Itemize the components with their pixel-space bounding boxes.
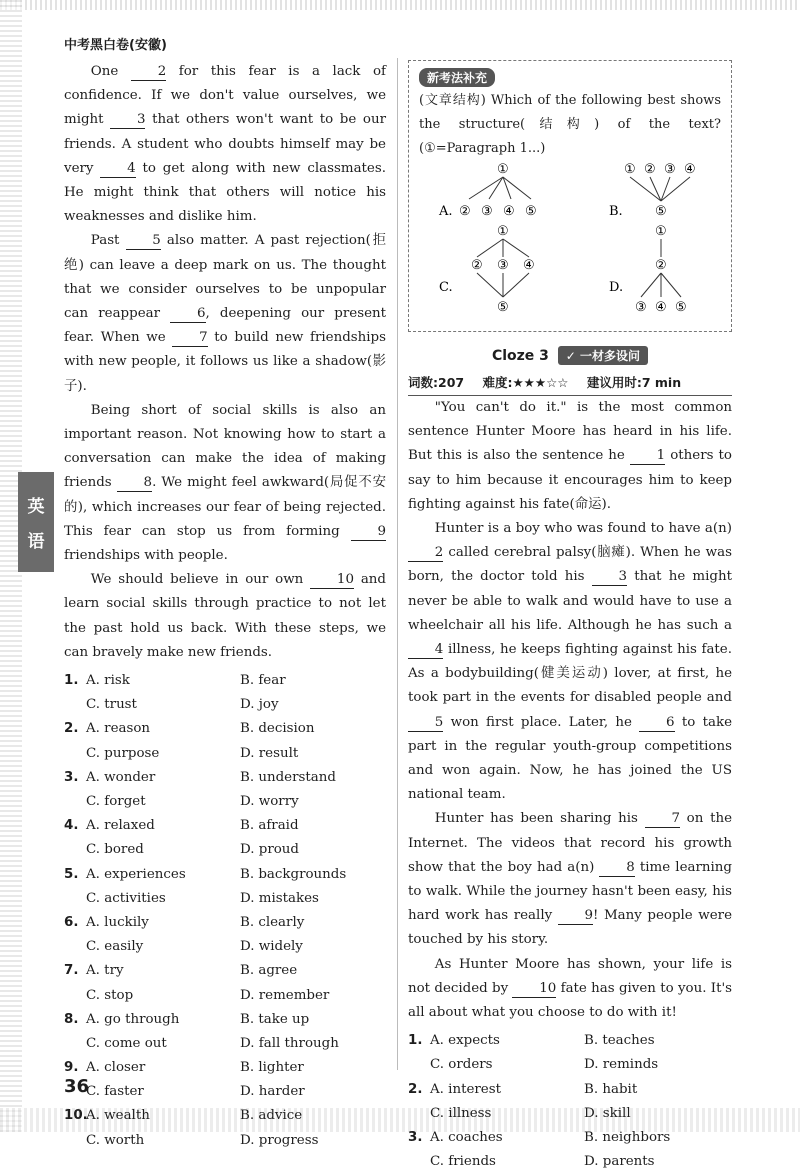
blank-3[interactable]: 3 [592, 569, 627, 586]
blank-4[interactable]: 4 [100, 161, 135, 178]
option-d[interactable]: D. reminds [584, 1057, 659, 1073]
blank-7[interactable]: 7 [645, 811, 680, 828]
option-b[interactable]: B. take up [240, 1011, 310, 1027]
option-b[interactable]: B. understand [240, 769, 336, 785]
left-question-2-row-2 [64, 742, 386, 766]
question-number: 3. [408, 1130, 423, 1146]
option-d[interactable]: D. fall through [240, 1035, 339, 1051]
column-divider [397, 58, 398, 1070]
passage-paragraph: Being short of social skills is also an important reason. Not knowing how to start a conversation can make the idea of making friends 8. We might feel awkward(局促不安的), which increases our fear of being rejected. This fear can stop us from forming 9 friendships with people. [64, 402, 387, 564]
option-c[interactable]: C. come out [86, 1035, 167, 1051]
cloze-badge-text: 一材多设问 [580, 349, 641, 363]
cloze-badge: ✓ 一材多设问 [558, 346, 648, 365]
question-number: 7. [64, 963, 79, 979]
difficulty: 难度:★★★☆☆ [482, 375, 569, 390]
option-c-diagram [439, 224, 535, 315]
left-question-3-row-1 [64, 766, 386, 790]
option-a[interactable]: A. reason [86, 721, 151, 737]
svg-text:②: ② [655, 258, 667, 273]
option-c[interactable]: C. orders [430, 1057, 493, 1073]
option-b-diagram [609, 162, 696, 219]
blank-10[interactable]: 10 [310, 572, 354, 589]
blank-4[interactable]: 4 [408, 642, 443, 659]
blank-6[interactable]: 6 [170, 306, 205, 323]
svg-text:③: ③ [481, 204, 493, 219]
question-number: 5. [64, 866, 79, 882]
option-a[interactable]: A. closer [86, 1060, 146, 1076]
option-b[interactable]: B. neighbors [584, 1130, 671, 1146]
option-d[interactable]: D. harder [240, 1084, 305, 1100]
svg-text:①: ① [497, 162, 509, 177]
left-question-8-row-2 [64, 1032, 386, 1056]
svg-text:⑤: ⑤ [675, 300, 687, 315]
option-d[interactable]: D. skill [584, 1105, 631, 1121]
left-question-10-row-1 [64, 1104, 386, 1128]
cloze-question-1-row-2 [408, 1053, 732, 1077]
option-a[interactable]: A. experiences [86, 866, 186, 882]
svg-text:②: ② [471, 258, 483, 273]
option-a[interactable]: A. go through [86, 1011, 180, 1027]
option-a[interactable]: A. luckily [86, 914, 149, 930]
question-number: 4. [64, 818, 79, 834]
option-a-label: A. [439, 204, 453, 219]
option-d[interactable]: D. mistakes [240, 890, 319, 906]
subject-char-1: 英 [27, 497, 45, 517]
option-c-label: C. [439, 280, 453, 295]
option-b[interactable]: B. fear [240, 673, 286, 689]
svg-text:②: ② [644, 162, 656, 177]
blank-9[interactable]: 9 [351, 524, 386, 541]
word-count: 词数:207 [408, 375, 465, 390]
option-c[interactable]: C. easily [86, 939, 144, 955]
cloze-question-2-row-2 [408, 1102, 732, 1126]
option-b-label: B. [609, 204, 623, 219]
right-column [408, 60, 732, 1174]
option-c[interactable]: C. forget [86, 794, 146, 810]
option-b[interactable]: B. clearly [240, 914, 305, 930]
option-d[interactable]: D. joy [240, 697, 279, 713]
option-d[interactable]: D. remember [240, 987, 330, 1003]
blank-5[interactable]: 5 [408, 715, 443, 732]
option-d[interactable]: D. progress [240, 1132, 319, 1148]
svg-text:⑤: ⑤ [655, 204, 667, 219]
left-question-7-row-2 [64, 984, 386, 1008]
option-b[interactable]: B. agree [240, 963, 298, 979]
option-b[interactable]: B. lighter [240, 1060, 304, 1076]
option-c[interactable]: C. stop [86, 987, 134, 1003]
cloze-paragraph: As Hunter Moore has shown, your life is not decided by 10 fate has given to you. It's all about what you choose to do with it! [408, 956, 732, 1021]
passage-paragraph: Past 5 also matter. A past rejection(拒绝) can leave a deep mark on us. The thought that we consider ourselves to be unpopular can reappear 6, deepening our present fear. When we 7 to build new friendships with new people, it follows us like a shadow(影子). [64, 233, 386, 394]
option-c[interactable]: C. faster [86, 1084, 144, 1100]
scan-noise-top [0, 0, 800, 10]
book-title: 中考黑白卷(安徽) [64, 38, 167, 53]
left-question-2-row-1 [64, 717, 386, 741]
option-a[interactable]: A. relaxed [86, 818, 155, 834]
svg-text:①: ① [655, 224, 667, 239]
page-number: 36 [64, 1076, 90, 1097]
option-c[interactable]: C. worth [86, 1132, 145, 1148]
subject-tab [18, 472, 54, 572]
blank-1[interactable]: 1 [630, 448, 665, 465]
question-number: 2. [408, 1081, 423, 1097]
blank-7[interactable]: 7 [172, 330, 207, 347]
left-question-4-row-2 [64, 838, 386, 862]
question-number: 6. [64, 914, 79, 930]
option-c[interactable]: C. trust [86, 697, 137, 713]
left-question-7-row-1 [64, 959, 386, 983]
question-number: 3. [64, 769, 79, 785]
option-b[interactable]: B. teaches [584, 1033, 655, 1049]
option-a-diagram [438, 162, 537, 219]
option-d-label: D. [609, 280, 624, 295]
cloze-heading [408, 346, 732, 365]
cloze-question-2-row-1 [408, 1078, 732, 1102]
blank-10[interactable]: 10 [512, 981, 556, 998]
passage-paragraph: We should believe in our own 10 and learn social skills through practice to not let the past hold us back. With these steps, we can bravely make new friends. [64, 572, 386, 660]
cloze-passage [408, 396, 732, 1025]
option-a[interactable]: A. coaches [430, 1130, 503, 1146]
left-question-6-row-2 [64, 935, 386, 959]
blank-2[interactable]: 2 [408, 545, 443, 562]
svg-text:⑤: ⑤ [497, 300, 509, 315]
left-question-5-row-1 [64, 863, 386, 887]
option-a[interactable]: A. risk [86, 673, 130, 689]
cloze-paragraph: Hunter has been sharing his 7 on the Internet. The videos that record his growth show that the boy had a(n) 8 time learning to walk. While the journey hasn't been easy, his hard work has really 9! Many people were touched by his story. [408, 811, 732, 948]
blank-9[interactable]: 9 [558, 908, 593, 925]
svg-text:④: ④ [655, 300, 667, 315]
svg-text:③: ③ [635, 300, 647, 315]
svg-text:④: ④ [523, 258, 535, 273]
option-a[interactable]: A. wealth [86, 1108, 150, 1124]
structure-question: (文章结构) Which of the following best shows the structure(结构) of the text? (①=Paragraph 1...) [419, 93, 721, 156]
options-left [64, 669, 386, 1153]
passage-left [64, 60, 386, 665]
option-c[interactable]: C. purpose [86, 745, 160, 761]
option-a[interactable]: A. interest [430, 1081, 501, 1097]
svg-text:③: ③ [497, 258, 509, 273]
option-d[interactable]: D. parents [584, 1154, 655, 1170]
svg-text:⑤: ⑤ [525, 204, 537, 219]
option-b[interactable]: B. advice [240, 1108, 303, 1124]
left-question-4-row-1 [64, 814, 386, 838]
option-d-diagram [609, 224, 687, 315]
left-question-10-row-2 [64, 1129, 386, 1153]
left-question-8-row-1 [64, 1008, 386, 1032]
question-number: 1. [408, 1033, 423, 1049]
option-d[interactable]: D. result [240, 745, 299, 761]
option-a[interactable]: A. expects [430, 1033, 500, 1049]
cloze-options [408, 1029, 732, 1174]
left-question-5-row-2 [64, 887, 386, 911]
question-number: 1. [64, 673, 79, 689]
option-c[interactable]: C. bored [86, 842, 144, 858]
cloze-question-3-row-2 [408, 1150, 732, 1174]
svg-text:③: ③ [664, 162, 676, 177]
option-b[interactable]: B. afraid [240, 818, 299, 834]
question-number: 10. [64, 1108, 88, 1124]
option-c[interactable]: C. friends [430, 1154, 496, 1170]
svg-text:①: ① [497, 224, 509, 239]
blank-2[interactable]: 2 [131, 64, 166, 81]
question-number: 2. [64, 721, 79, 737]
blank-8[interactable]: 8 [117, 475, 152, 492]
option-b[interactable]: B. habit [584, 1081, 638, 1097]
cloze-paragraph: "You can't do it." is the most common sentence Hunter Moore has heard in his life. But this is also the sentence he 1 others to say to him because it encourages him to keep fighting against his fate(命运). [408, 400, 732, 512]
option-a[interactable]: A. wonder [86, 769, 156, 785]
left-question-1-row-2 [64, 693, 386, 717]
blank-3[interactable]: 3 [110, 112, 145, 129]
box-title: 新考法补充 [419, 68, 495, 87]
left-question-3-row-2 [64, 790, 386, 814]
svg-text:④: ④ [503, 204, 515, 219]
left-column [64, 60, 386, 1153]
svg-text:②: ② [459, 204, 471, 219]
svg-text:④: ④ [684, 162, 696, 177]
option-c[interactable]: C. activities [86, 890, 166, 906]
option-d[interactable]: D. widely [240, 939, 303, 955]
option-c[interactable]: C. illness [430, 1105, 492, 1121]
passage-paragraph: One 2 for this fear is a lack of confidence. If we don't value ourselves, we might 3 that others won't want to be our friends. A student who doubts himself may be very 4 to get along with new classmates. He might think that others will notice his weaknesses and dislike him. [64, 64, 386, 225]
option-a[interactable]: A. try [86, 963, 124, 979]
option-b[interactable]: B. backgrounds [240, 866, 347, 882]
svg-text:①: ① [624, 162, 636, 177]
blank-5[interactable]: 5 [126, 233, 161, 250]
left-question-9-row-1 [64, 1056, 386, 1080]
option-d[interactable]: D. worry [240, 794, 299, 810]
cloze-paragraph: Hunter is a boy who was found to have a(n) 2 called cerebral palsy(脑瘫). When he was born, the doctor told his 3 that he might never be able to walk and would have to use a wheelchair all his life. Although he has such a 4 illness, he keeps fighting against his fate. As a bodybuilding(健美运动) lover, at first, he took part in the events for disabled people and 5 won first place. Later, he 6 to take part in the regular youth-group competitions and won again. Now, he has joined the US national team. [408, 521, 732, 803]
cloze-question-1-row-1 [408, 1029, 732, 1053]
question-number: 9. [64, 1060, 79, 1076]
subject-char-2: 语 [27, 532, 45, 552]
blank-6[interactable]: 6 [639, 715, 674, 732]
left-question-6-row-1 [64, 911, 386, 935]
structure-diagrams [419, 161, 719, 319]
structure-question-box [408, 60, 732, 332]
left-question-1-row-1 [64, 669, 386, 693]
cloze-title: Cloze 3 [491, 348, 549, 364]
suggested-time: 建议用时:7 min [586, 375, 682, 390]
cloze-question-3-row-1 [408, 1126, 732, 1150]
option-b[interactable]: B. decision [240, 721, 315, 737]
cloze-meta [408, 373, 732, 396]
option-d[interactable]: D. proud [240, 842, 300, 858]
left-question-9-row-2 [64, 1080, 386, 1104]
blank-8[interactable]: 8 [599, 860, 634, 877]
question-number: 8. [64, 1011, 79, 1027]
